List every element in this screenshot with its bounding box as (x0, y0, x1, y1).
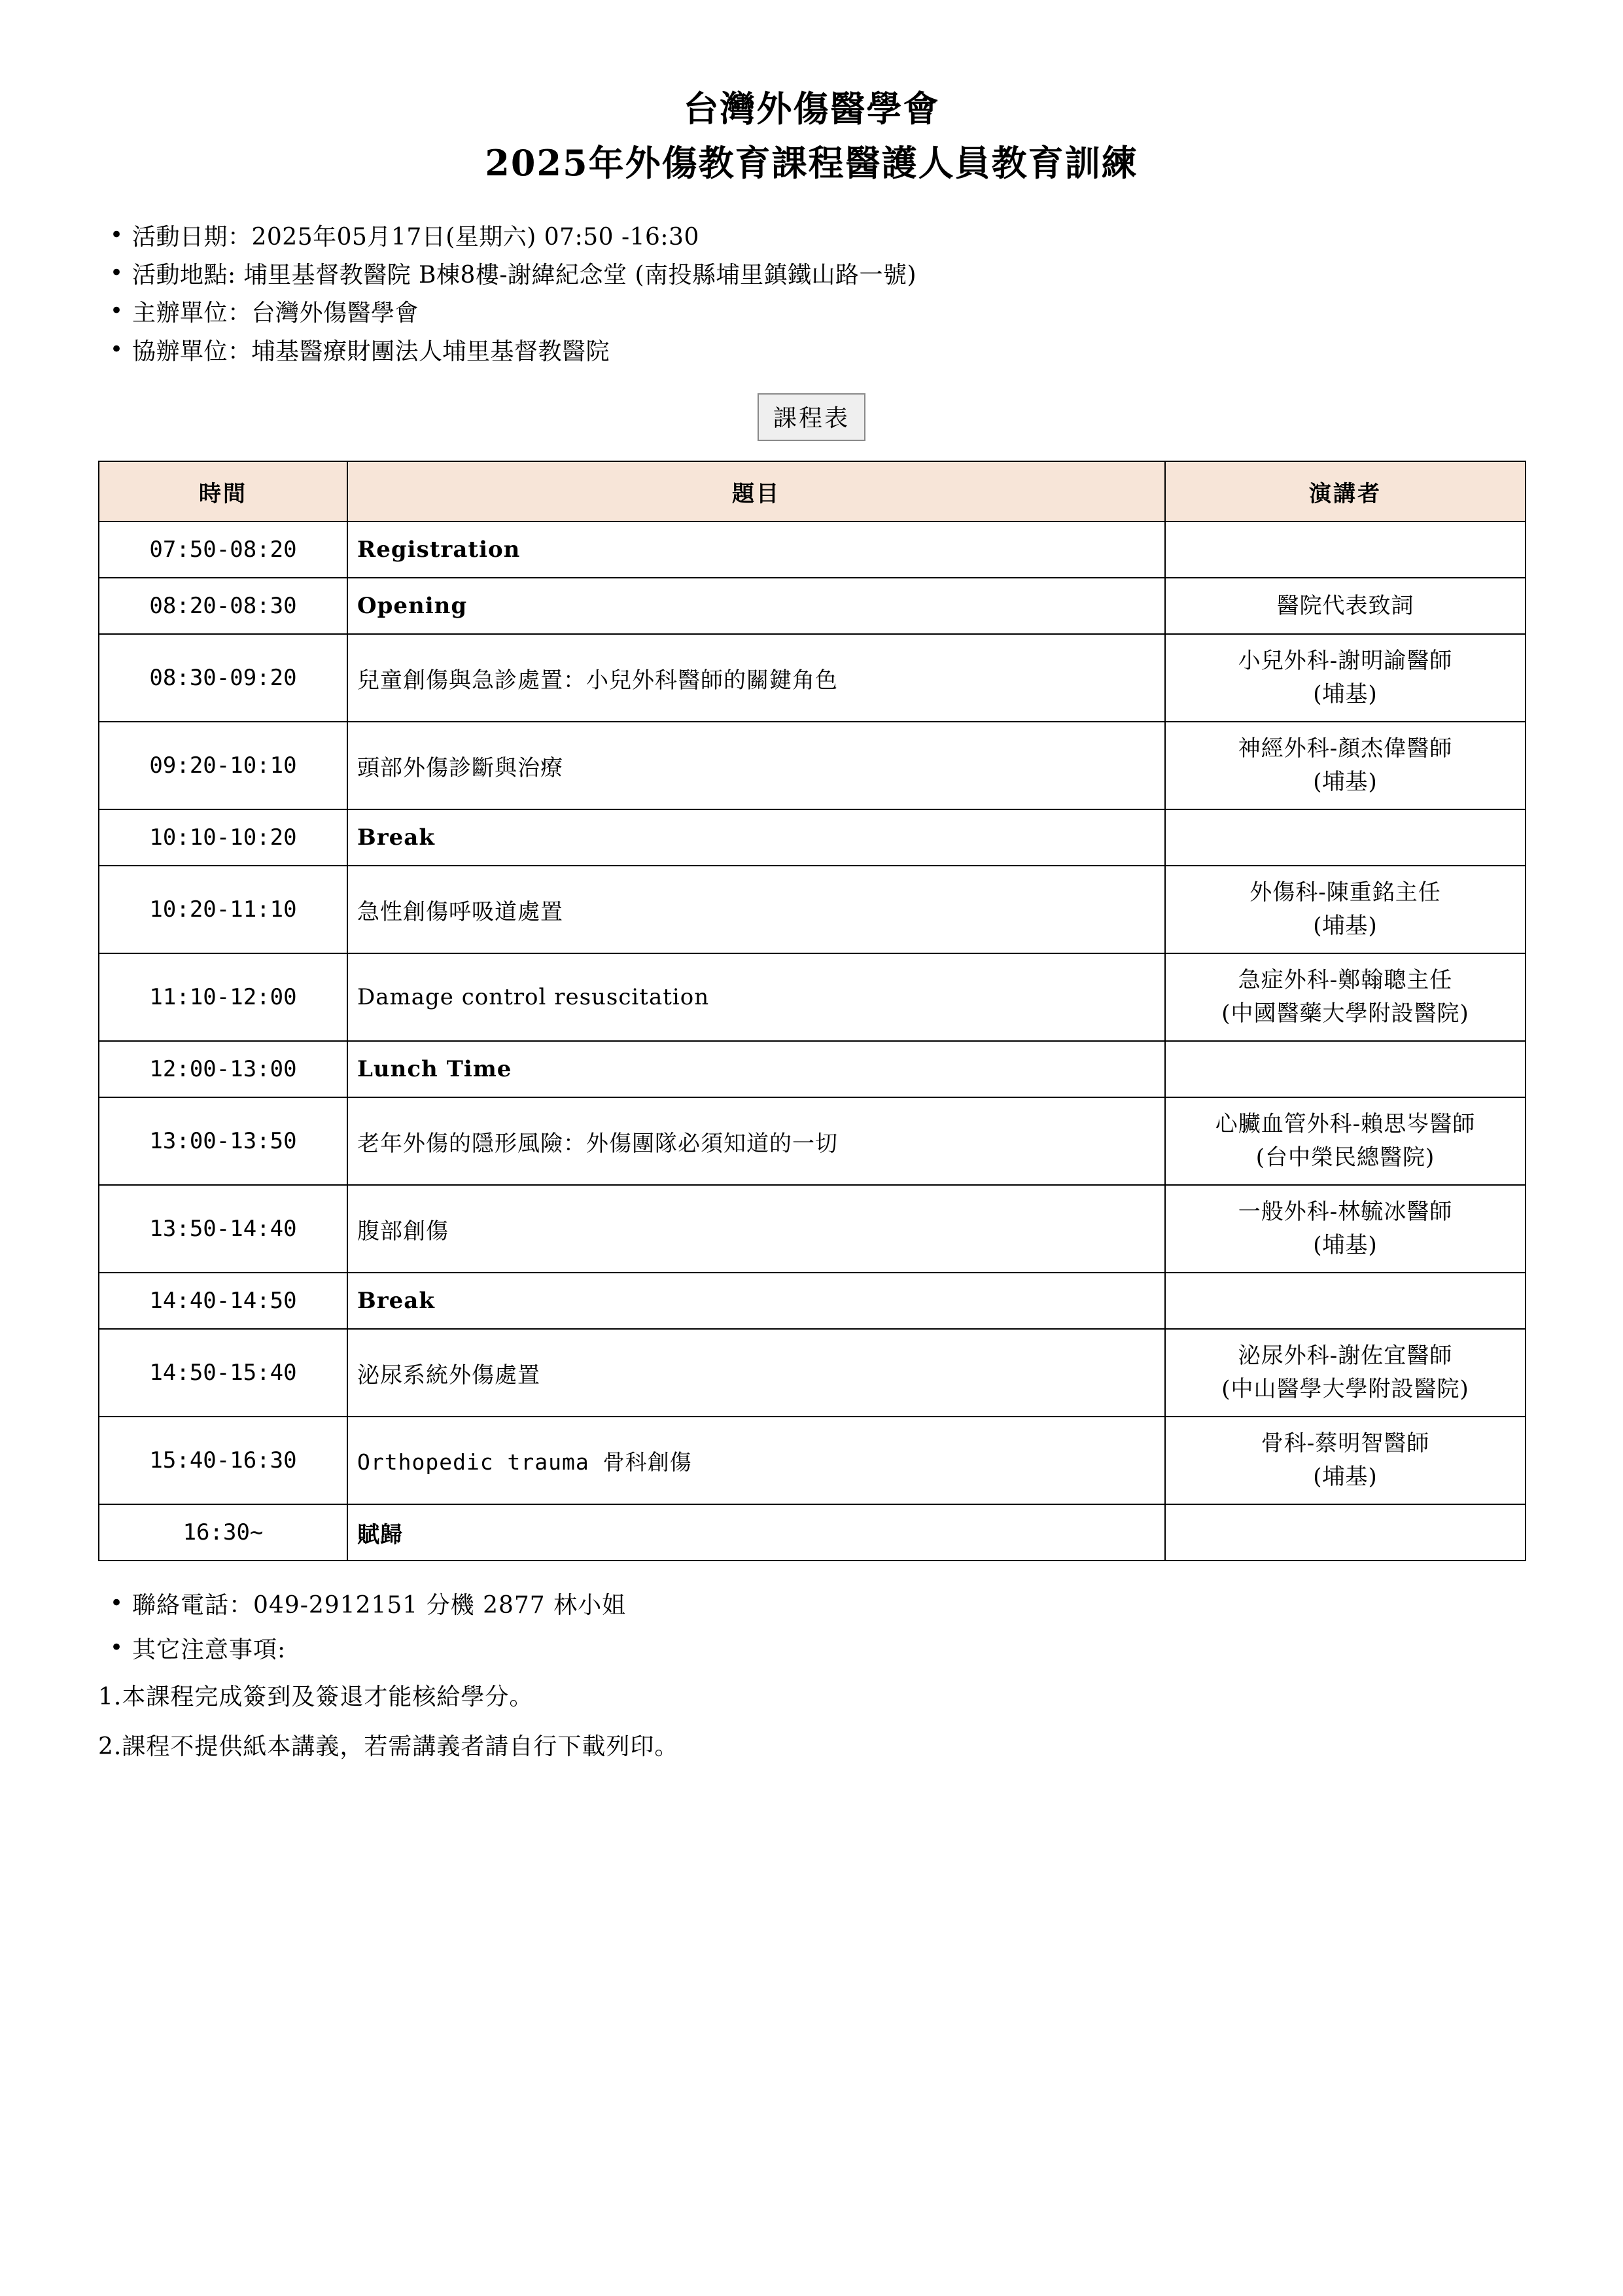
speaker-line-1: 醫院代表致詞 (1276, 592, 1414, 619)
table-row (99, 953, 1526, 1041)
speaker-line-2: (埔基) (1313, 913, 1378, 940)
speaker-line-2: (埔基) (1313, 1232, 1378, 1259)
cell-speaker (1165, 953, 1526, 1041)
cell-topic: 賦歸 (347, 1504, 1165, 1561)
table-row (99, 1504, 1526, 1561)
table-row (99, 866, 1526, 953)
speaker-line-1: 外傷科-陳重銘主任 (1249, 879, 1441, 906)
cell-time: 10:20-11:10 (99, 866, 347, 953)
cell-topic: 頭部外傷診斷與治療 (347, 722, 1165, 809)
cell-topic: 泌尿系統外傷處置 (347, 1329, 1165, 1417)
cell-topic: Break (347, 809, 1165, 866)
speaker-line-2: (台中榮民總醫院) (1255, 1144, 1435, 1171)
cell-speaker (1165, 866, 1526, 953)
cell-time: 10:10-10:20 (99, 809, 347, 866)
table-row (99, 809, 1526, 866)
header-time: 時間 (99, 461, 347, 521)
table-row (99, 1273, 1526, 1329)
speaker-line-2: (埔基) (1313, 681, 1378, 708)
cell-speaker (1165, 634, 1526, 722)
speaker-line-2: (中山醫學大學附設醫院) (1221, 1376, 1469, 1403)
cell-time: 15:40-16:30 (99, 1417, 347, 1504)
cell-speaker (1165, 1504, 1526, 1561)
table-row (99, 634, 1526, 722)
event-info-list (98, 219, 1525, 371)
header-speaker: 演講者 (1165, 461, 1526, 521)
note-item-1: 1.本課程完成簽到及簽退才能核給學分。 (98, 1683, 534, 1710)
table-row (99, 1329, 1526, 1417)
schedule-table (98, 461, 1526, 1561)
table-row (99, 1417, 1526, 1504)
cell-speaker (1165, 1273, 1526, 1329)
schedule-section-label: 課程表 (758, 393, 865, 441)
speaker-line-2: (埔基) (1313, 1464, 1378, 1491)
cell-topic: Orthopedic trauma 骨科創傷 (347, 1417, 1165, 1504)
cell-topic: Damage control resuscitation (347, 953, 1165, 1041)
speaker-line-2: (中國醫藥大學附設醫院) (1221, 1000, 1469, 1027)
info-item-venue: • 活動地點: 埔里基督教醫院 B棟8樓-謝緯紀念堂 (南投縣埔里鎮鐵山路一號) (98, 256, 1525, 294)
cell-time: 08:20-08:30 (99, 578, 347, 634)
cell-speaker (1165, 809, 1526, 866)
title-line-1: 台灣外傷醫學會 (683, 88, 940, 130)
cell-time: 13:50-14:40 (99, 1185, 347, 1273)
footer-info-list (98, 1583, 1525, 1673)
speaker-line-2: (埔基) (1313, 769, 1378, 796)
cell-topic: 老年外傷的隱形風險：外傷團隊必須知道的一切 (347, 1097, 1165, 1185)
cell-speaker (1165, 1417, 1526, 1504)
document-title (98, 85, 1525, 187)
cell-time: 11:10-12:00 (99, 953, 347, 1041)
header-topic: 題目 (347, 461, 1165, 521)
cell-topic: Lunch Time (347, 1041, 1165, 1097)
cell-topic: 腹部創傷 (347, 1185, 1165, 1273)
table-row (99, 1097, 1526, 1185)
cell-topic: Registration (347, 521, 1165, 578)
note-item-2: 2.課程不提供紙本講義，若需講義者請自行下載列印。 (98, 1733, 679, 1760)
cell-speaker (1165, 1329, 1526, 1417)
info-item-date: • 活動日期：2025年05月17日(星期六) 07:50 -16:30 (98, 219, 1525, 256)
cell-speaker (1165, 722, 1526, 809)
speaker-line-1: 心臟血管外科-賴思岑醫師 (1215, 1111, 1476, 1138)
speaker-line-1: 骨科-蔡明智醫師 (1261, 1430, 1430, 1457)
cell-topic: Break (347, 1273, 1165, 1329)
info-item-coorganizer: • 協辦單位：埔基醫療財團法人埔里基督教醫院 (98, 333, 1525, 371)
cell-time: 14:50-15:40 (99, 1329, 347, 1417)
cell-time: 13:00-13:50 (99, 1097, 347, 1185)
cell-speaker (1165, 1097, 1526, 1185)
cell-time: 16:30~ (99, 1504, 347, 1561)
cell-speaker (1165, 1041, 1526, 1097)
footer-contact: • 聯絡電話：049-2912151 分機 2877 林小姐 (98, 1583, 1525, 1628)
cell-time: 12:00-13:00 (99, 1041, 347, 1097)
info-item-organizer: • 主辦單位：台灣外傷醫學會 (98, 294, 1525, 332)
footer-other-label: • 其它注意事項: (98, 1628, 1525, 1672)
table-row (99, 578, 1526, 634)
cell-time: 14:40-14:50 (99, 1273, 347, 1329)
cell-topic: Opening (347, 578, 1165, 634)
speaker-line-1: 小兒外科-謝明諭醫師 (1238, 648, 1453, 675)
speaker-line-1: 泌尿外科-謝佐宜醫師 (1238, 1343, 1453, 1369)
table-row (99, 722, 1526, 809)
speaker-line-1: 一般外科-林毓冰醫師 (1238, 1199, 1453, 1226)
table-row (99, 1185, 1526, 1273)
table-header-row (99, 461, 1526, 521)
speaker-line-1: 神經外科-顏杰偉醫師 (1238, 735, 1453, 762)
cell-speaker (1165, 1185, 1526, 1273)
section-label-container (98, 393, 1525, 441)
cell-speaker (1165, 578, 1526, 634)
title-line-2: 2025年外傷教育課程醫護人員教育訓練 (485, 141, 1138, 184)
cell-time: 07:50-08:20 (99, 521, 347, 578)
cell-time: 09:20-10:10 (99, 722, 347, 809)
table-row (99, 521, 1526, 578)
cell-time: 08:30-09:20 (99, 634, 347, 722)
cell-speaker (1165, 521, 1526, 578)
cell-topic: 兒童創傷與急診處置：小兒外科醫師的關鍵角色 (347, 634, 1165, 722)
footer-notes (98, 1680, 1525, 1765)
speaker-line-1: 急症外科-鄭翰聰主任 (1238, 967, 1453, 994)
cell-topic: 急性創傷呼吸道處置 (347, 866, 1165, 953)
table-row (99, 1041, 1526, 1097)
